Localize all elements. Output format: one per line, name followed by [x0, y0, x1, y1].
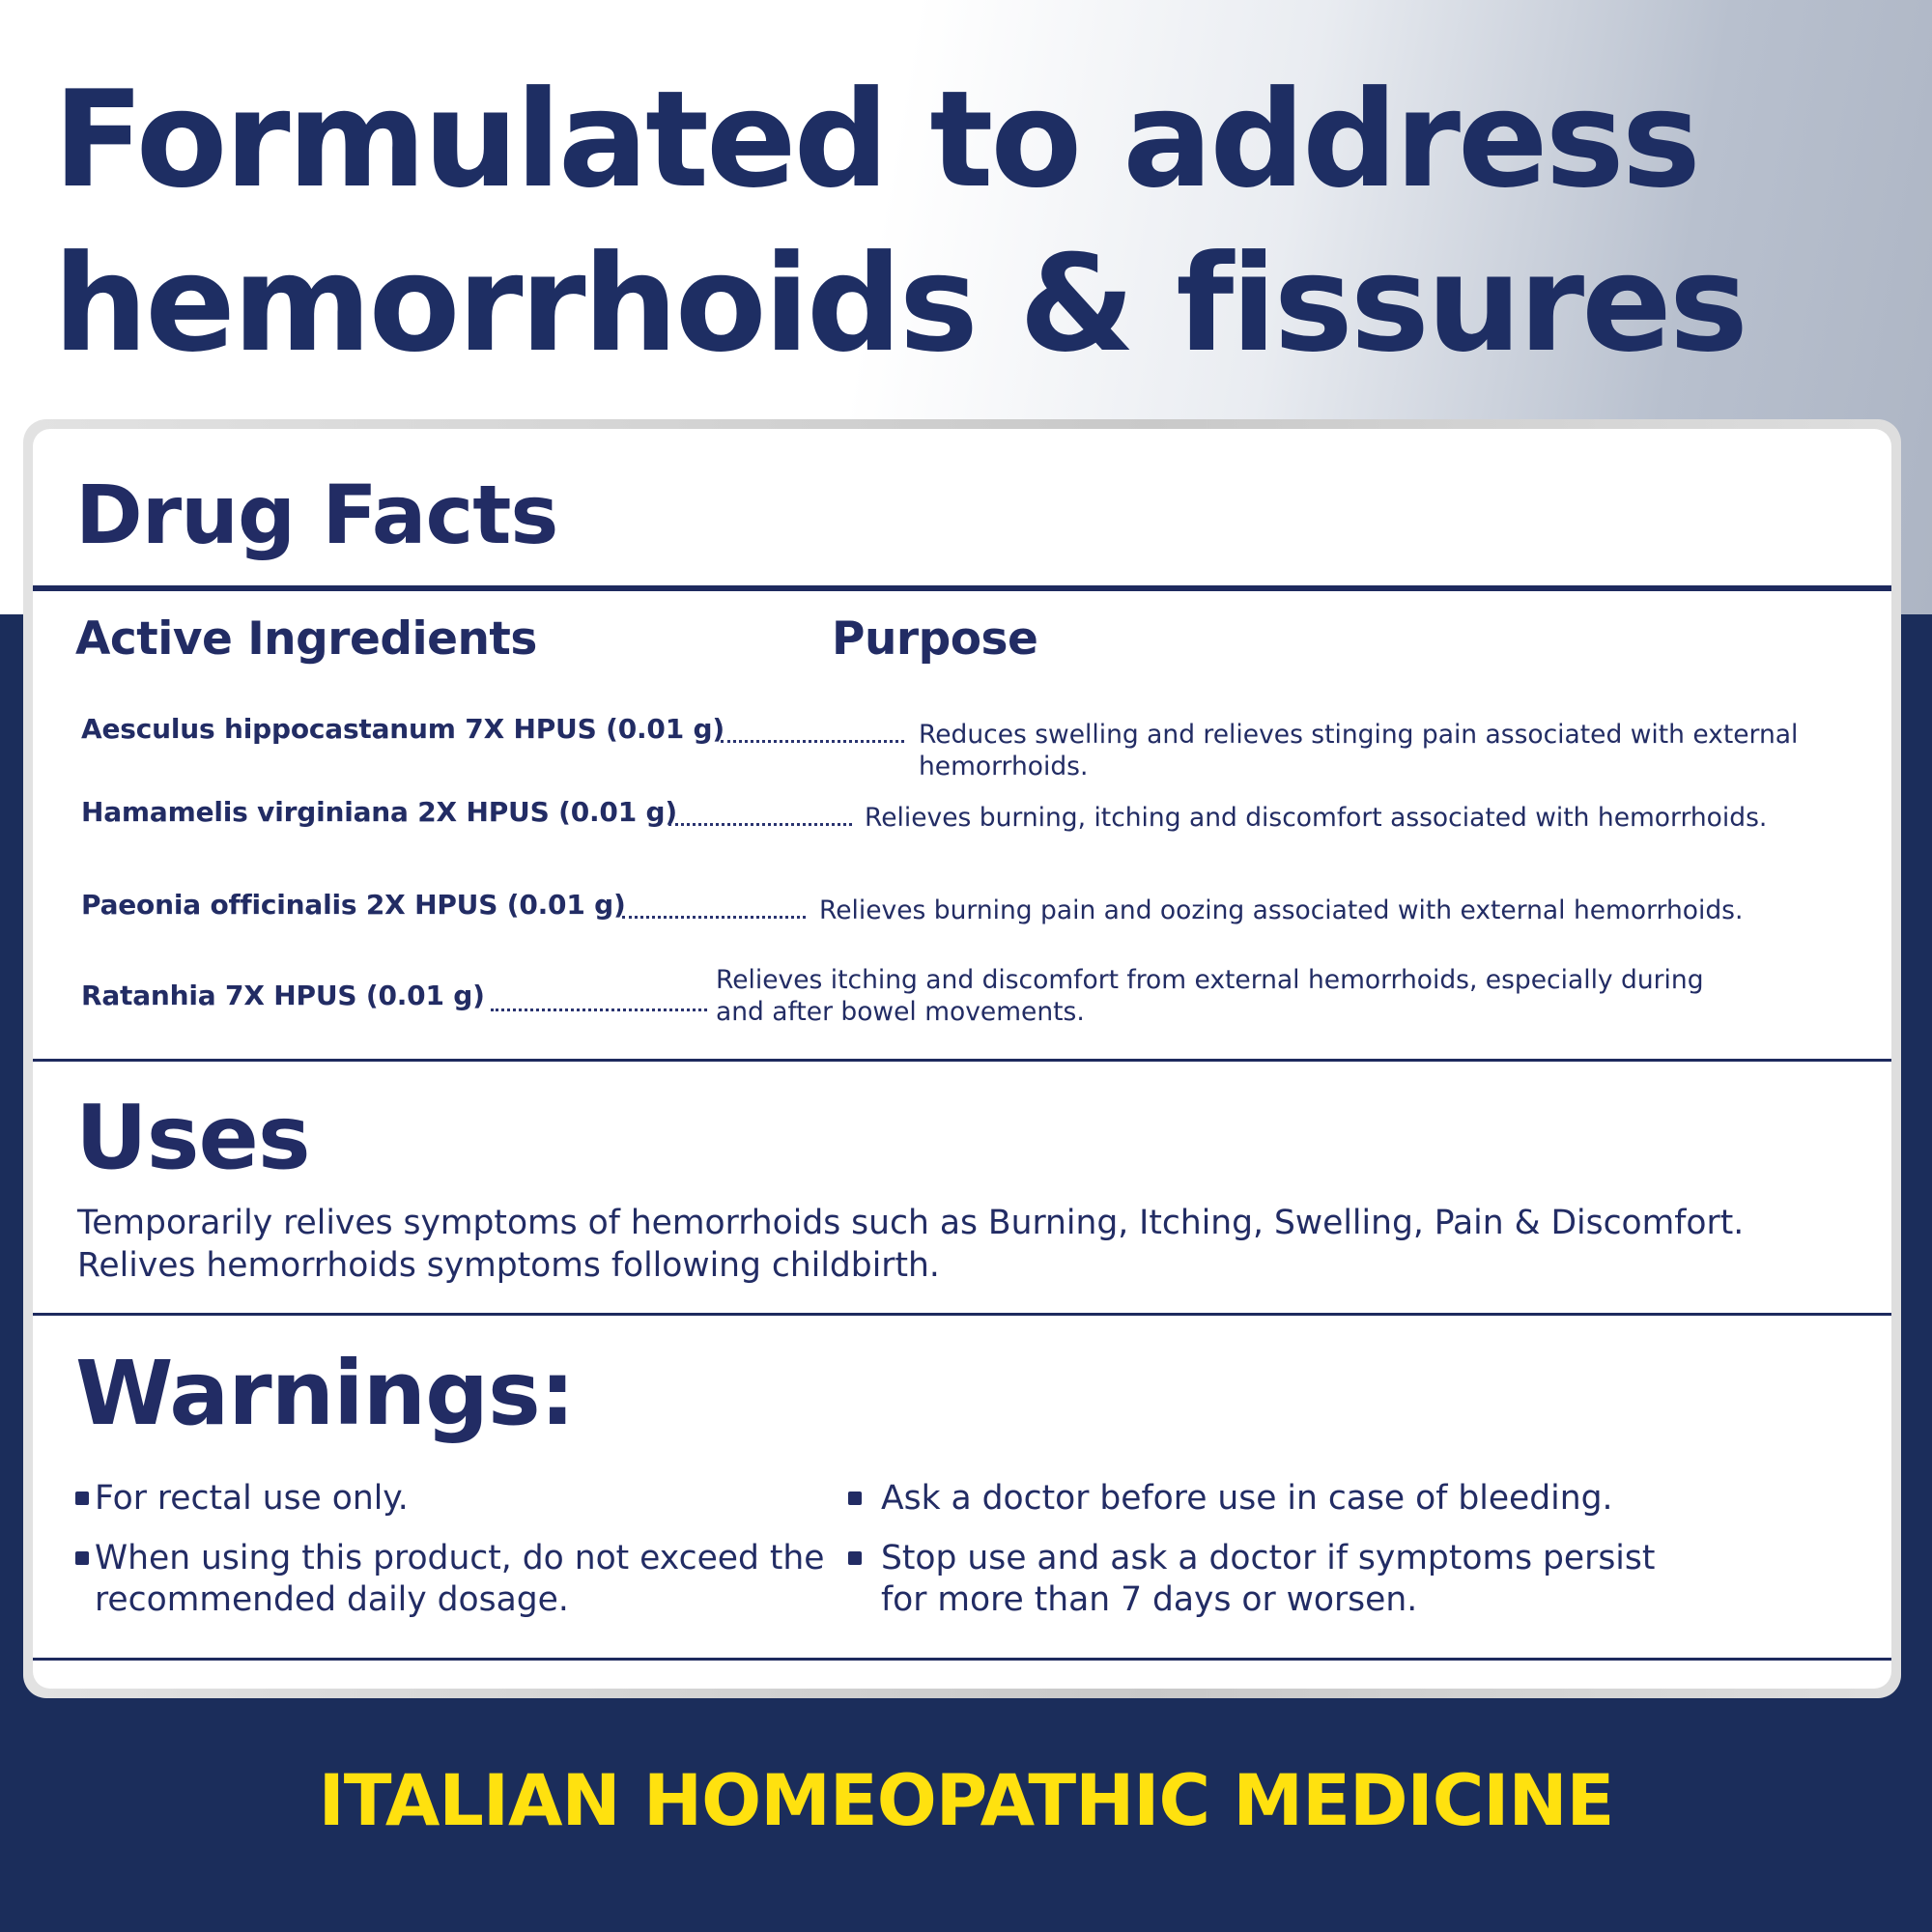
bullet-icon — [848, 1551, 862, 1565]
warning-line-1: Stop use and ask a doctor if symptoms persist — [881, 1539, 1656, 1577]
uses-line-1: Temporarily relives symptoms of hemorrhoids such as Burning, Itching, Swelling, Pain & Discomfort. — [77, 1204, 1745, 1242]
footer-tagline: ITALIAN HOMEOPATHIC MEDICINE — [318, 1760, 1614, 1842]
purpose-line-2: and after bowel movements. — [716, 997, 1085, 1027]
ingredient-name: Paeonia officinalis 2X HPUS (0.01 g) — [81, 889, 626, 921]
warnings-divider — [33, 1313, 1891, 1316]
warning-line-2: for more than 7 days or worsen. — [881, 1580, 1418, 1619]
warning-text — [95, 1478, 409, 1520]
drug-facts-divider — [33, 585, 1891, 591]
warning-line-1: Ask a doctor before use in case of bleeding. — [881, 1479, 1613, 1518]
purpose-line-1: Relieves burning pain and oozing associated with external hemorrhoids. — [819, 895, 1744, 925]
uses-divider — [33, 1059, 1891, 1062]
warning-line-2: recommended daily dosage. — [95, 1580, 569, 1619]
ingredient-name: Ratanhia 7X HPUS (0.01 g) — [81, 980, 485, 1011]
ingredient-row — [33, 711, 1891, 788]
ingredient-purpose — [716, 964, 1704, 1028]
ingredient-name: Hamamelis virginiana 2X HPUS (0.01 g) — [81, 796, 677, 828]
ingredient-purpose — [865, 802, 1767, 834]
uses-line-2: Relives hemorrhoids symptoms following childbirth. — [77, 1246, 940, 1285]
dot-leader — [668, 823, 852, 826]
warning-text — [881, 1478, 1612, 1520]
purpose-heading: Purpose — [832, 612, 1038, 666]
bottom-divider — [33, 1658, 1891, 1661]
warning-item — [848, 1538, 1655, 1621]
bullet-icon — [75, 1492, 89, 1505]
dot-leader — [491, 1009, 707, 1011]
ingredient-row — [33, 887, 1891, 964]
warning-line-1: When using this product, do not exceed the — [95, 1539, 825, 1577]
headline — [53, 58, 1889, 386]
dot-leader — [622, 916, 806, 919]
bullet-icon — [848, 1492, 862, 1505]
dot-leader — [721, 740, 904, 743]
ingredient-purpose — [919, 719, 1798, 782]
headline-line-2: hemorrhoids & fissures — [53, 226, 1746, 382]
ingredient-row — [33, 794, 1891, 871]
warning-text — [881, 1538, 1655, 1621]
drug-facts-title: Drug Facts — [75, 468, 558, 562]
uses-title: Uses — [75, 1086, 310, 1189]
warnings-title: Warnings: — [75, 1342, 575, 1445]
active-ingredients-heading: Active Ingredients — [75, 612, 537, 666]
warning-line-1: For rectal use only. — [95, 1479, 409, 1518]
headline-line-1: Formulated to address — [53, 62, 1698, 217]
purpose-line-2: hemorrhoids. — [919, 752, 1089, 781]
ingredient-purpose — [819, 895, 1743, 926]
warning-item — [75, 1538, 825, 1621]
warning-text — [95, 1538, 825, 1621]
uses-text — [77, 1202, 1744, 1287]
drug-facts-card — [33, 429, 1891, 1689]
warning-item — [75, 1478, 409, 1520]
warning-item — [848, 1478, 1612, 1520]
ingredient-name: Aesculus hippocastanum 7X HPUS (0.01 g) — [81, 713, 724, 745]
bullet-icon — [75, 1551, 89, 1565]
ingredient-row — [33, 965, 1891, 1053]
purpose-line-1: Relieves itching and discomfort from external hemorrhoids, especially during — [716, 965, 1704, 995]
purpose-line-1: Reduces swelling and relieves stinging pain associated with external — [919, 720, 1799, 750]
purpose-line-1: Relieves burning, itching and discomfort associated with hemorrhoids. — [865, 803, 1768, 833]
